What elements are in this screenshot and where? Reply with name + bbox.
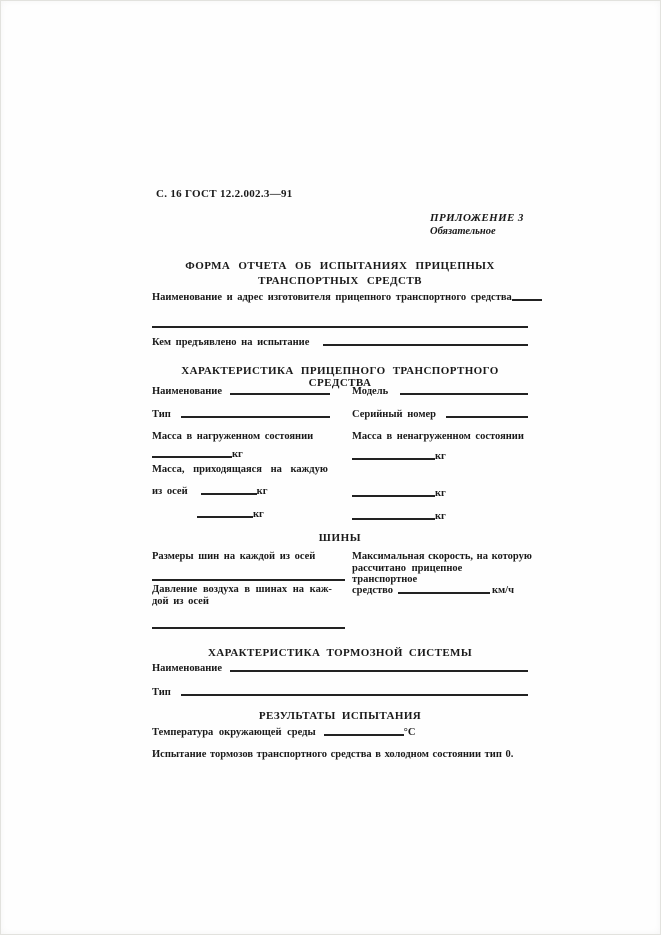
blank-line [400, 393, 528, 395]
blank-line [398, 592, 490, 594]
vehicle-serial-field [352, 409, 528, 420]
brake-name-label: Наименование [152, 663, 222, 674]
vehicle-section-heading: ХАРАКТЕРИСТИКА ПРИЦЕПНОГО ТРАНСПОРТНОГО СРЕДСТВА [181, 365, 499, 389]
cold-test-text: Испытание тормозов транспортного средства в холодном состоянии тип 0. [152, 749, 514, 760]
annex-block [430, 212, 524, 238]
axle-mass-label-line1: Масса, приходящаяся на каждую [152, 464, 328, 475]
unloaded-mass-label: Масса в ненагруженном состоянии [352, 431, 524, 442]
axle-mass-field-2-right [352, 511, 446, 522]
annex-title: ПРИЛОЖЕНИЕ 3 [430, 212, 524, 224]
kg-unit: кг [435, 451, 446, 462]
blank-line [352, 458, 435, 460]
kg-unit: кг [232, 449, 243, 460]
blank-line [197, 516, 253, 518]
vehicle-name-label: Наименование [152, 386, 222, 397]
temperature-field [152, 727, 415, 738]
celsius-unit: °С [403, 727, 416, 738]
axle-mass-field-2 [197, 509, 264, 520]
blank-line [201, 493, 257, 495]
vehicle-model-label: Модель [352, 386, 389, 397]
kg-unit: кг [253, 509, 264, 520]
kg-unit: кг [256, 486, 268, 497]
tires-section-heading: ШИНЫ [318, 532, 362, 544]
kg-unit: кг [435, 488, 446, 499]
axle-mass-label-line2: из осей [152, 486, 188, 497]
blank-line [181, 416, 330, 418]
results-section-heading: РЕЗУЛЬТАТЫ ИСПЫТАНИЯ [258, 710, 422, 722]
blank-line [152, 326, 528, 328]
blank-line [512, 299, 542, 301]
blank-line [352, 495, 435, 497]
tire-pressure-label-line2: дой из осей [152, 596, 209, 607]
vehicle-type-field [152, 409, 330, 420]
submitted-by-label: Кем предъявлено на испытание [152, 337, 310, 348]
form-title: ФОРМА ОТЧЕТА ОБ ИСПЫТАНИЯХ ПРИЦЕПНЫХ ТРАНСПОРТНЫХ СРЕДСТВ [185, 260, 495, 287]
axle-mass-field-1 [152, 486, 267, 497]
gost-page-ref: С. 16 ГОСТ 12.2.002.3—91 [156, 188, 293, 200]
vehicle-serial-label: Серийный номер [352, 409, 436, 420]
blank-line [181, 694, 528, 696]
submitted-by-field [152, 337, 528, 348]
loaded-mass-kg-field [152, 449, 243, 460]
blank-line [152, 456, 232, 458]
brake-type-label: Тип [152, 687, 171, 698]
loaded-mass-label: Масса в нагруженном состоянии [152, 431, 314, 442]
blank-line [152, 579, 345, 581]
manufacturer-field [152, 292, 528, 303]
temperature-label: Температура окружающей среды [152, 727, 316, 738]
vehicle-type-label: Тип [152, 409, 171, 420]
annex-note: Обязательное [430, 226, 496, 237]
max-speed-field [352, 585, 514, 596]
blank-line [230, 670, 528, 672]
kg-unit: кг [435, 511, 446, 522]
kmh-unit: км/ч [491, 585, 514, 596]
blank-line [352, 518, 435, 520]
blank-line [152, 627, 345, 629]
blank-line [230, 393, 330, 395]
max-speed-label-line3: средство [352, 585, 394, 596]
vehicle-model-field [352, 386, 528, 397]
max-speed-label-line2: рассчитано прицепное транспортное [352, 563, 463, 585]
blank-line [446, 416, 528, 418]
tire-sizes-label: Размеры шин на каждой из осей [152, 551, 316, 562]
axle-mass-field-1-right [352, 488, 446, 499]
tire-pressure-label-line1: Давление воздуха в шинах на каж- [152, 584, 332, 595]
blank-line [323, 344, 528, 346]
blank-line [324, 734, 404, 736]
unloaded-mass-kg-field [352, 451, 446, 462]
brake-name-field [152, 663, 528, 674]
vehicle-name-field [152, 386, 330, 397]
manufacturer-label: Наименование и адрес изготовителя прицепного транспортного средства [152, 292, 512, 303]
brake-type-field [152, 687, 528, 698]
max-speed-label-line1: Максимальная скорость, на которую [352, 551, 532, 562]
brake-section-heading: ХАРАКТЕРИСТИКА ТОРМОЗНОЙ СИСТЕМЫ [207, 647, 473, 659]
